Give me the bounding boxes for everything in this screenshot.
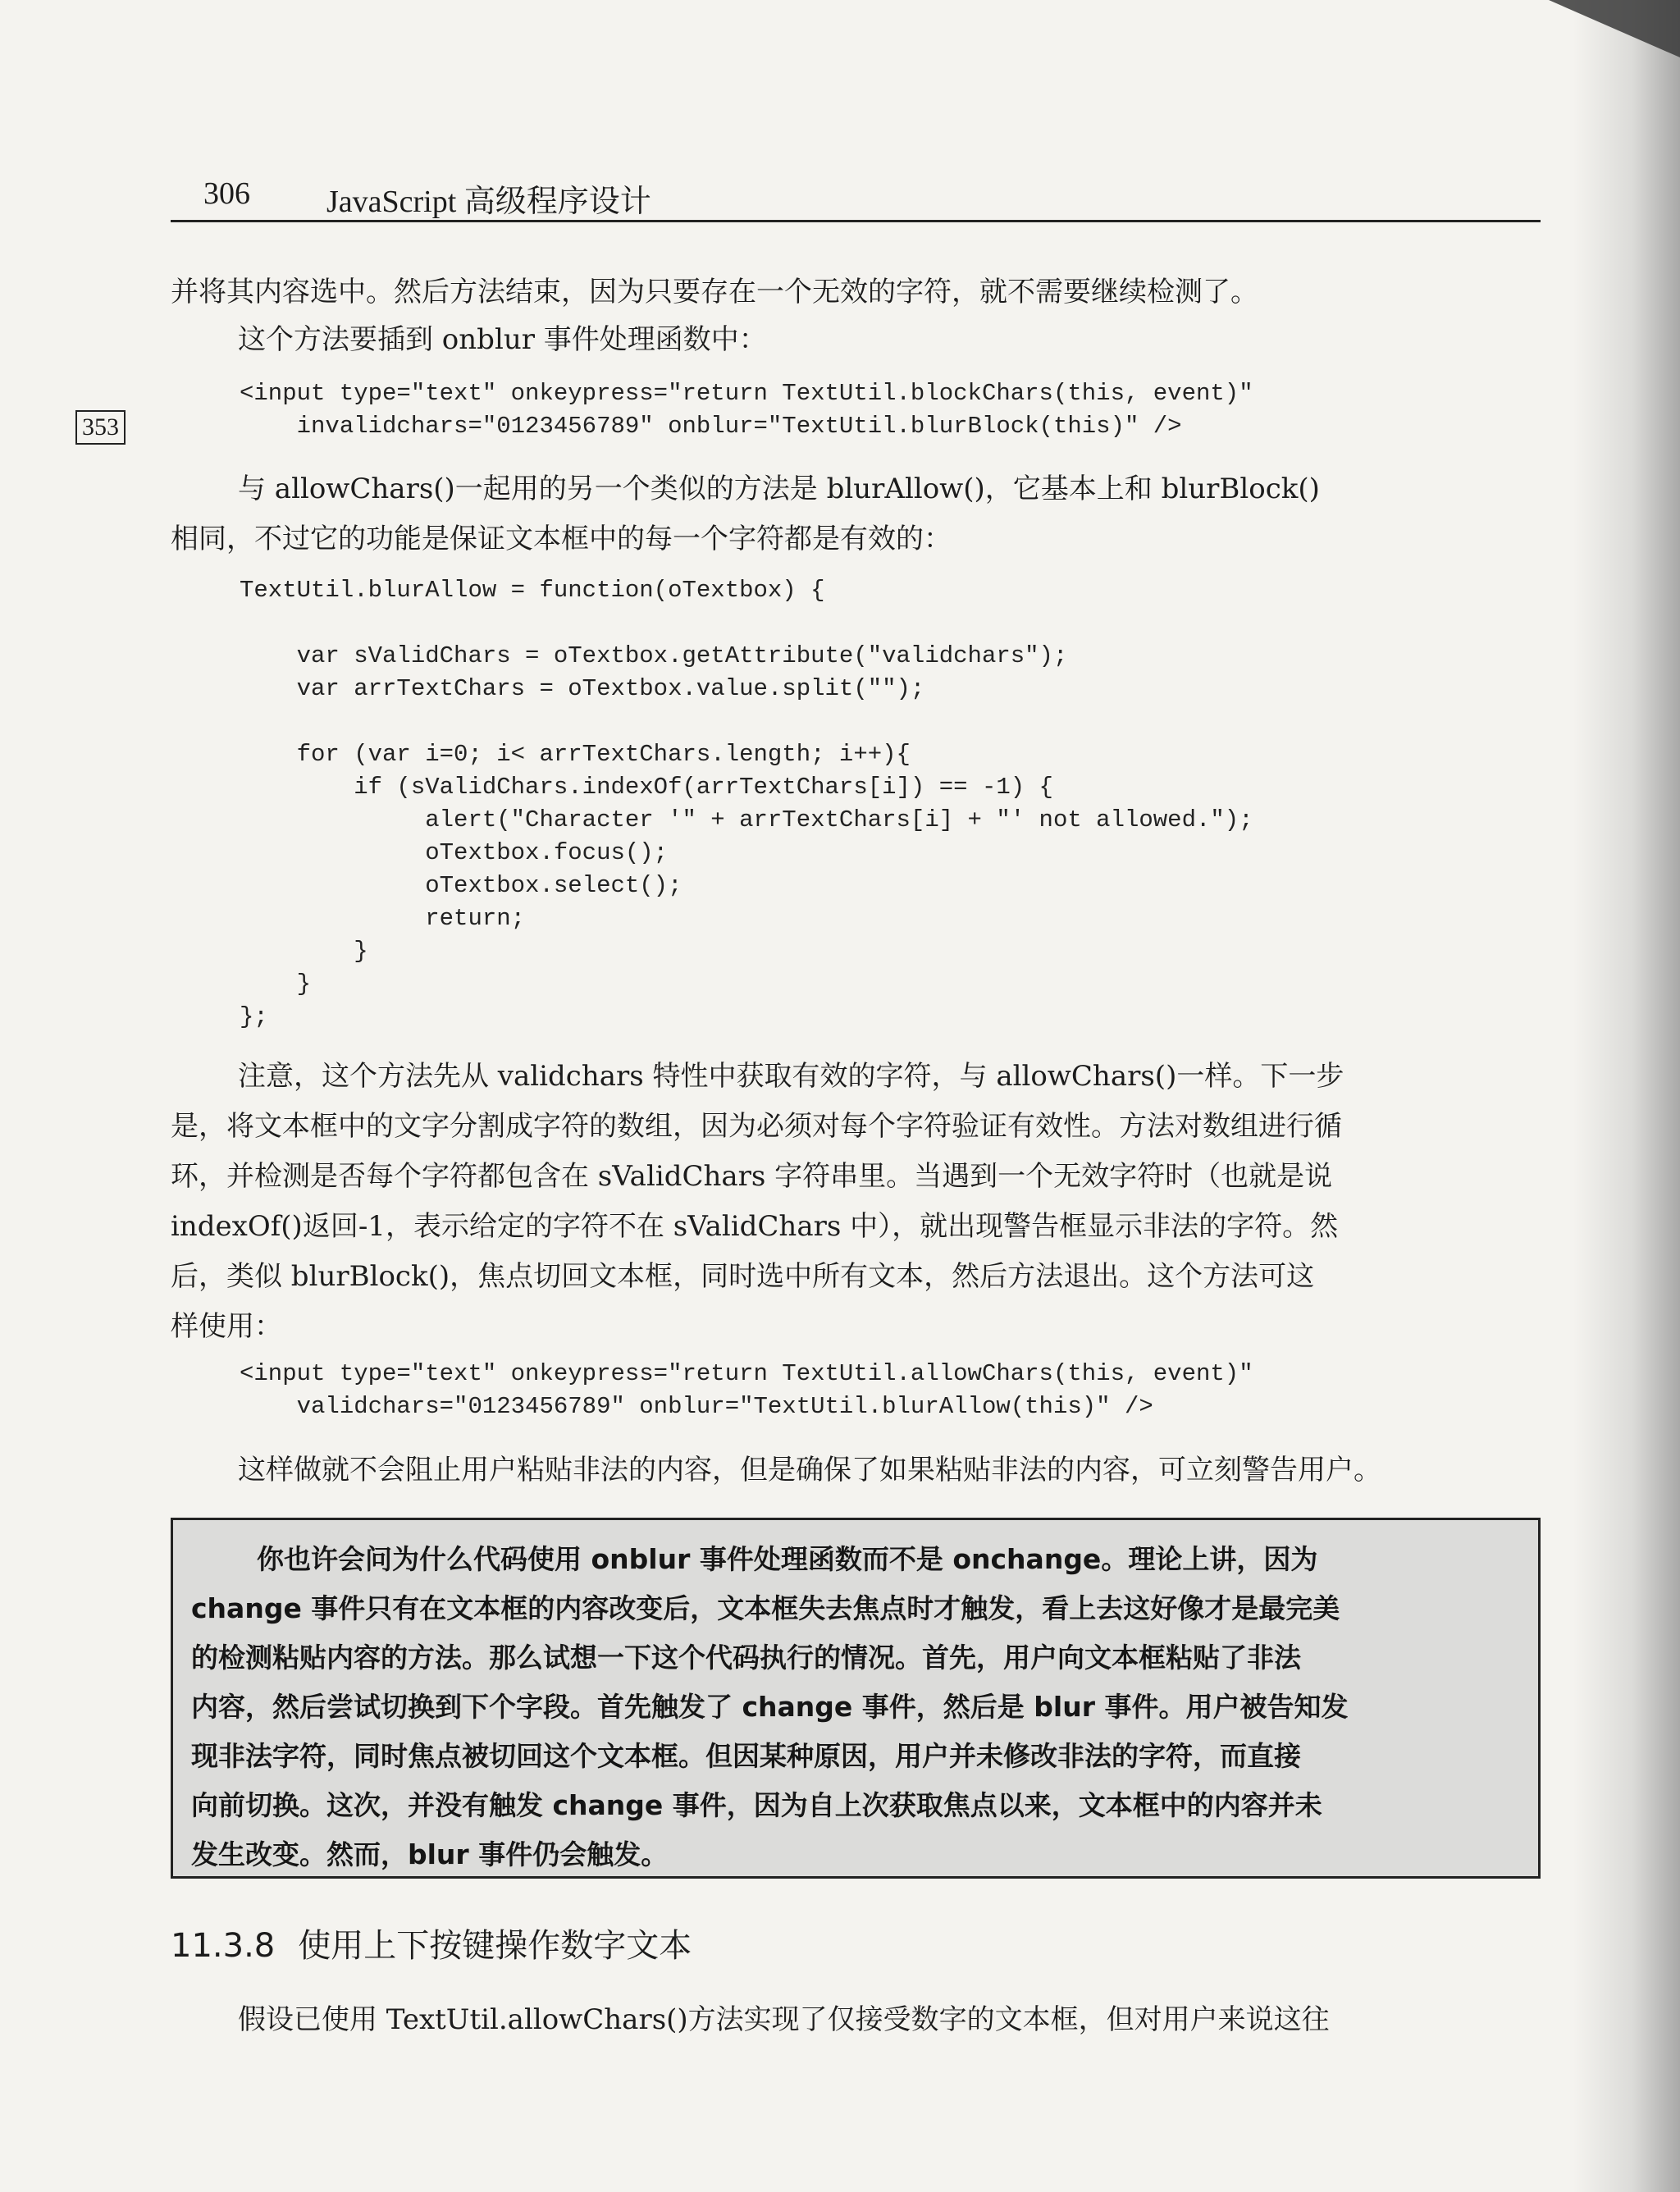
code-line: if (sValidChars.indexOf(arrTextChars[i]) == -1) {: [240, 774, 1053, 801]
note-line: 你也许会问为什么代码使用 onblur 事件处理函数而不是 onchange。理论上讲，因为: [257, 1543, 1318, 1575]
paragraph-line: 样使用：: [171, 1310, 282, 1343]
paragraph-line: 环，并检测是否每个字符都包含在 sValidChars 字符串里。当遇到一个无效字符时（也就是说: [171, 1160, 1333, 1193]
page-number: 306: [203, 176, 250, 211]
code-line: for (var i=0; i< arrTextChars.length; i++){: [240, 741, 911, 768]
paragraph-line: 这样做就不会阻止用户粘贴非法的内容，但是确保了如果粘贴非法的内容，可立刻警告用户。: [238, 1454, 1381, 1486]
note-line: 向前切换。这次，并没有触发 change 事件，因为自上次获取焦点以来，文本框中的内容并未: [191, 1789, 1322, 1821]
code-line: }: [240, 938, 368, 965]
page-corner: [1549, 0, 1680, 57]
section-heading: [171, 1920, 692, 1966]
note-box: [171, 1518, 1541, 1879]
code-line: var sValidChars = oTextbox.getAttribute("validchars");: [240, 642, 1068, 669]
note-line: 发生改变。然而，blur 事件仍会触发。: [191, 1838, 669, 1870]
code-line: alert("Character '" + arrTextChars[i] + "' not allowed.");: [240, 806, 1253, 833]
code-line: [240, 607, 1253, 640]
code-line: <input type="text" onkeypress="return TextUtil.allowChars(this, event)": [240, 1360, 1253, 1387]
paragraph-line: indexOf()返回-1，表示给定的字符不在 sValidChars 中），就出现警告框显示非法的字符。然: [171, 1210, 1339, 1243]
code-block-1: [240, 377, 1253, 443]
code-line: TextUtil.blurAllow = function(oTextbox) {: [240, 577, 825, 604]
note-line: change 事件只有在文本框的内容改变后，文本框失去焦点时才触发，看上去这好像才是最完美: [191, 1592, 1340, 1624]
code-line: invalidchars="0123456789" onblur="TextUtil.blurBlock(this)" />: [240, 413, 1182, 440]
side-page-number: 353: [75, 410, 126, 445]
code-line: validchars="0123456789" onblur="TextUtil.blurAllow(this)" />: [240, 1393, 1153, 1420]
book-title: JavaScript 高级程序设计: [326, 185, 651, 219]
paragraph-line: 这个方法要插到 onblur 事件处理函数中：: [238, 323, 767, 356]
paragraph-line: 后，类似 blurBlock()，焦点切回文本框，同时选中所有文本，然后方法退出。这个方法可这: [171, 1260, 1315, 1293]
paragraph-line: 并将其内容选中。然后方法结束，因为只要存在一个无效的字符，就不需要继续检测了。: [171, 276, 1258, 308]
section-number: 11.3.8: [171, 1927, 276, 1965]
paragraph-line: 是，将文本框中的文字分割成字符的数组，因为必须对每个字符验证有效性。方法对数组进行循: [171, 1110, 1342, 1143]
paragraph-line: 相同，不过它的功能是保证文本框中的每一个字符都是有效的：: [171, 523, 952, 555]
note-line: 的检测粘贴内容的方法。那么试想一下这个代码执行的情况。首先，用户向文本框粘贴了非法: [191, 1642, 1301, 1674]
page-header: [171, 172, 1541, 221]
section-title: 使用上下按键操作数字文本: [298, 1927, 692, 1965]
code-line: oTextbox.focus();: [240, 839, 669, 866]
code-line: }: [240, 970, 312, 998]
code-line: [240, 706, 1253, 738]
paragraph-line: 注意，这个方法先从 validchars 特性中获取有效的字符，与 allowChars()一样。下一步: [238, 1060, 1344, 1093]
paragraph-line: 与 allowChars()一起用的另一个类似的方法是 blurAllow()，它基本上和 blurBlock(): [238, 473, 1320, 505]
code-block-3: [240, 1358, 1253, 1423]
note-line: 内容，然后尝试切换到下个字段。首先触发了 change 事件，然后是 blur 事件。用户被告知发: [191, 1691, 1349, 1723]
paragraph-line: 假设已使用 TextUtil.allowChars()方法实现了仅接受数字的文本框，但对用户来说这往: [238, 2003, 1330, 2036]
code-line: oTextbox.select();: [240, 872, 682, 899]
header-rule: [171, 220, 1541, 222]
code-line: return;: [240, 905, 526, 932]
code-block-2: [240, 574, 1253, 1034]
note-line: 现非法字符，同时焦点被切回这个文本框。但因某种原因，用户并未修改非法的字符，而直接: [191, 1740, 1301, 1772]
code-line: <input type="text" onkeypress="return TextUtil.blockChars(this, event)": [240, 380, 1253, 407]
code-line: var arrTextChars = oTextbox.value.split("");: [240, 675, 925, 702]
code-line: };: [240, 1003, 268, 1030]
page-edge-shadow: [1573, 0, 1680, 2192]
